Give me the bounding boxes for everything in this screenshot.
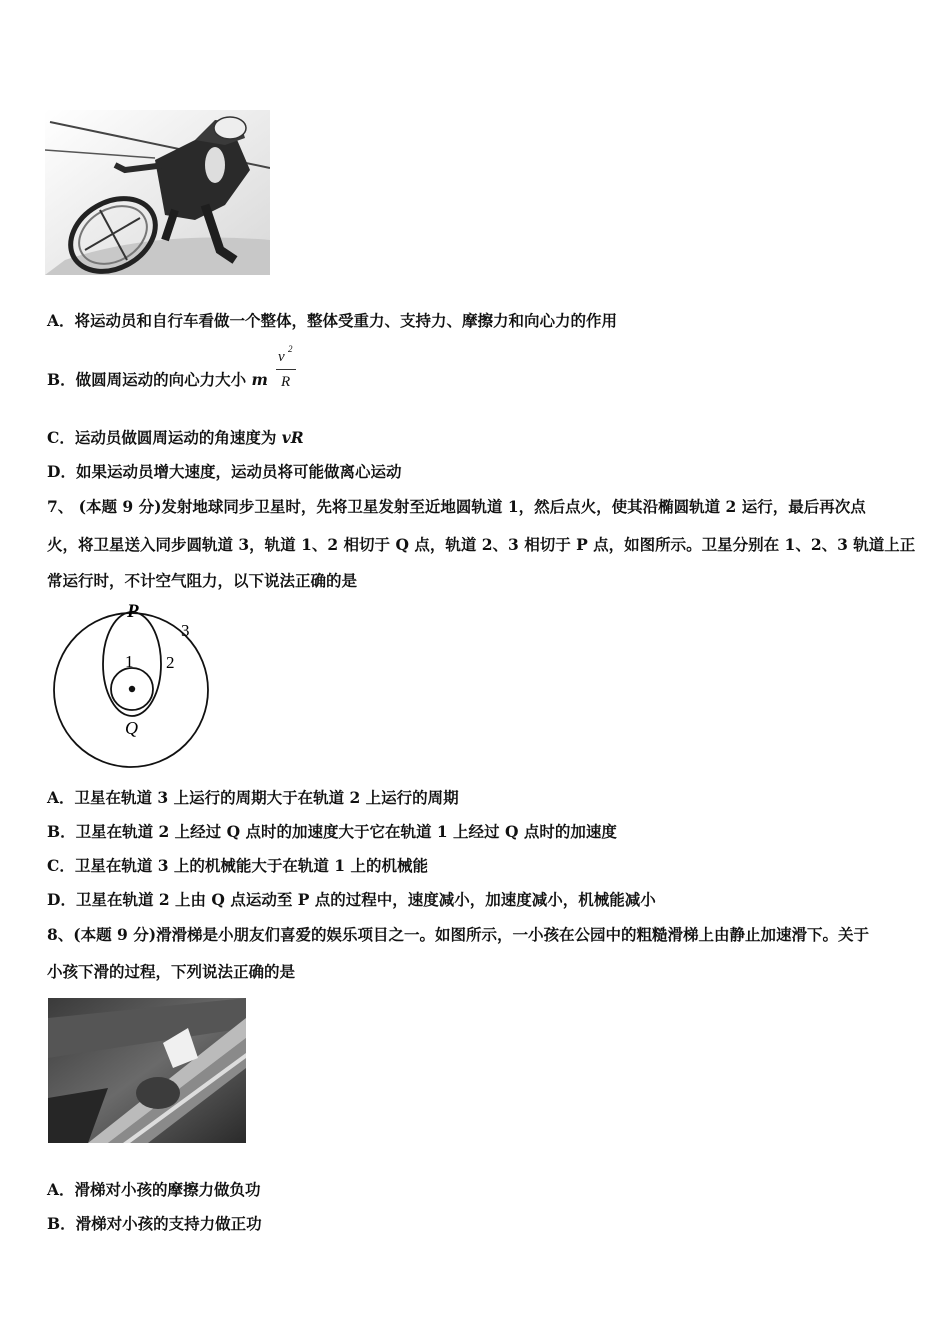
q6-option-c-text: C．运动员做圆周运动的角速度为 bbox=[47, 428, 282, 447]
q7-stem-line3: 常运行时，不计空气阻力，以下说法正确的是 bbox=[47, 571, 358, 590]
slide-photo bbox=[48, 998, 246, 1143]
q7-option-c: C．卫星在轨道 3 上的机械能大于在轨道 1 上的机械能 bbox=[47, 856, 428, 875]
q8-option-a: A．滑梯对小孩的摩擦力做负功 bbox=[47, 1180, 261, 1199]
q8-stem-line1: 8、(本题 9 分)滑滑梯是小朋友们喜爱的娱乐项目之一。如图所示，一小孩在公园中的粗糙滑梯上由静止加速滑下。关于 bbox=[47, 925, 870, 944]
q7-option-a: A．卫星在轨道 3 上运行的周期大于在轨道 2 上运行的周期 bbox=[47, 788, 459, 807]
q7-option-d: D．卫星在轨道 2 上由 Q 点运动至 P 点的过程中，速度减小，加速度减小，机械能减小 bbox=[47, 890, 656, 909]
q6-option-b bbox=[47, 370, 268, 390]
q7-option-b: B．卫星在轨道 2 上经过 Q 点时的加速度大于它在轨道 1 上经过 Q 点时的加速度 bbox=[47, 822, 617, 841]
fraction-bar bbox=[276, 369, 296, 370]
q7-stem-line1: 7、 (本题 9 分)发射地球同步卫星时，先将卫星发射至近地圆轨道 1，然后点火，使其沿椭圆轨道 2 运行，最后再次点 bbox=[47, 497, 866, 516]
fraction-exponent: 2 bbox=[288, 344, 293, 354]
q6-option-d: D．如果运动员增大速度，运动员将可能做离心运动 bbox=[47, 462, 402, 481]
label-orbit-3: 3 bbox=[181, 621, 190, 640]
cyclist-photo bbox=[45, 110, 270, 275]
label-p: P bbox=[127, 601, 139, 622]
q6-option-c-math: vR bbox=[281, 428, 304, 447]
fraction-denominator: R bbox=[281, 374, 291, 390]
q6-option-b-text: B．做圆周运动的向心力大小 bbox=[47, 370, 252, 389]
q8-stem-line2: 小孩下滑的过程，下列说法正确的是 bbox=[47, 962, 296, 981]
fraction-numerator: v bbox=[278, 349, 285, 365]
q8-option-b: B．滑梯对小孩的支持力做正功 bbox=[47, 1214, 262, 1233]
q6-option-c bbox=[47, 428, 304, 448]
q6-option-a: A．将运动员和自行车看做一个整体，整体受重力、支持力、摩擦力和向心力的作用 bbox=[47, 311, 618, 330]
q7-stem-line2: 火，将卫星送入同步圆轨道 3，轨道 1、2 相切于 Q 点，轨道 2、3 相切于 P 点，如图所示。卫星分别在 1、2、3 轨道上正 bbox=[47, 535, 916, 554]
label-orbit-1: 1 bbox=[125, 652, 134, 671]
earth-dot bbox=[129, 686, 135, 692]
label-orbit-2: 2 bbox=[166, 653, 175, 672]
q6-option-b-mass: m bbox=[251, 370, 268, 389]
orbit-diagram bbox=[45, 600, 220, 772]
label-q: Q bbox=[125, 718, 138, 738]
